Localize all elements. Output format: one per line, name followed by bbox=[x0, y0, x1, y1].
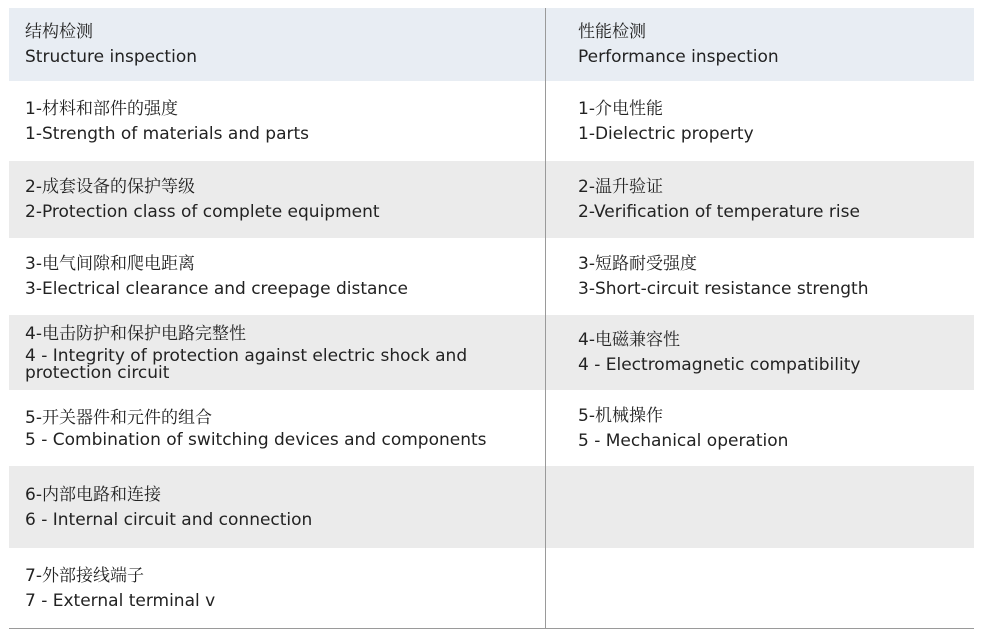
table-row bbox=[9, 390, 974, 466]
structure-item-7 bbox=[9, 548, 546, 628]
structure-item-zh: 4-电击防护和保护电路完整性 bbox=[25, 324, 246, 344]
structure-item-1 bbox=[9, 81, 546, 161]
performance-item-en: 4 - Electromagnetic compatibility bbox=[578, 355, 861, 375]
table-row bbox=[9, 315, 974, 390]
structure-item-zh: 6-内部电路和连接 bbox=[25, 484, 161, 505]
table-row bbox=[9, 548, 974, 628]
performance-item-en: 5 - Mechanical operation bbox=[578, 430, 789, 451]
header-structure-inspection bbox=[9, 8, 546, 81]
header-right-zh: 性能检测 bbox=[578, 22, 646, 42]
performance-item-empty bbox=[546, 466, 974, 548]
table-row bbox=[9, 81, 974, 161]
table-row bbox=[9, 238, 974, 315]
performance-item-zh: 2-温升验证 bbox=[578, 177, 663, 197]
performance-item-2 bbox=[546, 161, 974, 238]
performance-item-en: 3-Short-circuit resistance strength bbox=[578, 279, 869, 299]
structure-item-zh: 2-成套设备的保护等级 bbox=[25, 177, 195, 197]
structure-item-en: 6 - Internal circuit and connection bbox=[25, 509, 313, 530]
inspection-table bbox=[9, 8, 974, 629]
performance-item-3 bbox=[546, 238, 974, 315]
performance-item-4 bbox=[546, 315, 974, 390]
header-left-en: Structure inspection bbox=[25, 47, 198, 67]
structure-item-zh: 1-材料和部件的强度 bbox=[25, 98, 178, 119]
performance-item-5 bbox=[546, 390, 974, 466]
performance-item-zh: 1-介电性能 bbox=[578, 98, 663, 119]
structure-item-en: 4 - Integrity of protection against electric shock and protection circuit bbox=[25, 346, 468, 383]
table-row bbox=[9, 161, 974, 238]
structure-item-3 bbox=[9, 238, 546, 315]
performance-item-zh: 4-电磁兼容性 bbox=[578, 330, 680, 350]
header-performance-inspection bbox=[546, 8, 974, 81]
structure-item-en: 5 - Combination of switching devices and components bbox=[25, 430, 487, 450]
performance-item-en: 2-Verification of temperature rise bbox=[578, 202, 860, 222]
structure-item-zh: 7-外部接线端子 bbox=[25, 565, 144, 586]
structure-item-en: 3-Electrical clearance and creepage distance bbox=[25, 279, 408, 299]
structure-item-6 bbox=[9, 466, 546, 548]
structure-item-2 bbox=[9, 161, 546, 238]
structure-item-en: 2-Protection class of complete equipment bbox=[25, 202, 380, 222]
structure-item-4 bbox=[9, 315, 546, 390]
header-left-zh: 结构检测 bbox=[25, 22, 93, 42]
structure-item-en: 1-Strength of materials and parts bbox=[25, 123, 310, 144]
table-header-row bbox=[9, 8, 974, 81]
performance-item-zh: 5-机械操作 bbox=[578, 405, 663, 426]
structure-item-5 bbox=[9, 390, 546, 466]
table-row bbox=[9, 466, 974, 548]
header-right-en: Performance inspection bbox=[578, 47, 779, 67]
structure-item-zh: 3-电气间隙和爬电距离 bbox=[25, 254, 195, 274]
structure-item-en: 7 - External terminal v bbox=[25, 590, 216, 611]
performance-item-empty bbox=[546, 548, 974, 628]
performance-item-en: 1-Dielectric property bbox=[578, 123, 754, 144]
performance-item-zh: 3-短路耐受强度 bbox=[578, 254, 697, 274]
performance-item-1 bbox=[546, 81, 974, 161]
structure-item-zh: 5-开关器件和元件的组合 bbox=[25, 408, 212, 428]
